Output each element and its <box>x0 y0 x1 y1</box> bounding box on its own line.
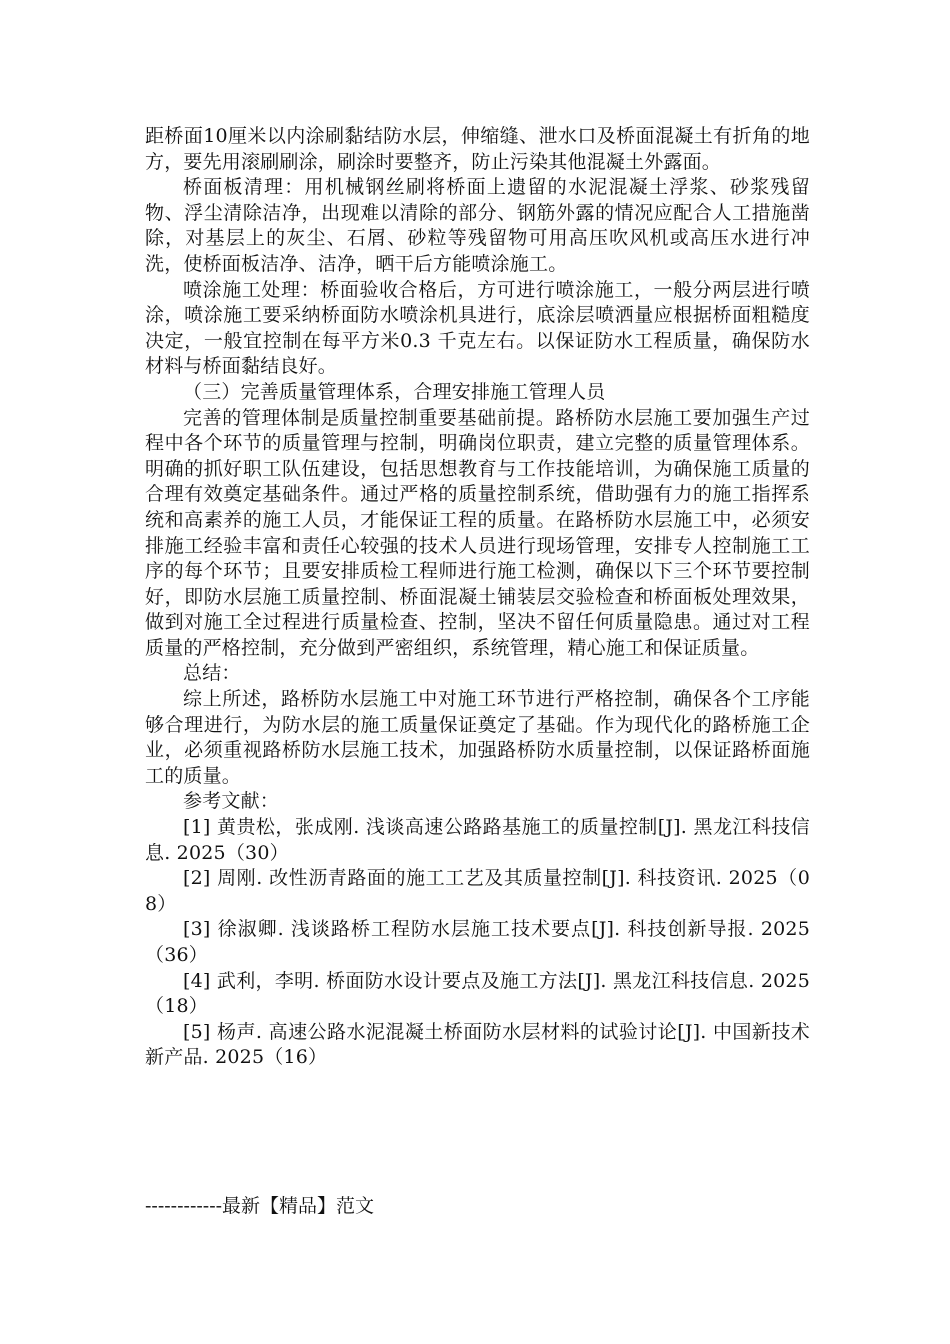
reference-item-2: [2] 周刚. 改性沥青路面的施工工艺及其质量控制[J]. 科技资讯. 2025（08） <box>145 867 810 915</box>
summary-heading: 总结： <box>183 662 241 685</box>
reference-item-5: [5] 杨声. 高速公路水泥混凝土桥面防水层材料的试验讨论[J]. 中国新技术新产品. 2025（16） <box>145 1020 810 1069</box>
document-body <box>145 124 810 1071</box>
reference-item-1: [1] 黄贵松，张成刚. 浅谈高速公路路基施工的质量控制[J]. 黑龙江科技信息. 2025（30） <box>145 816 810 864</box>
page-footer: ------------最新【精品】范文 <box>145 1195 375 1217</box>
reference-item-4: [4] 武利，李明. 桥面防水设计要点及施工方法[J]. 黑龙江科技信息. 2025（18） <box>145 969 810 1018</box>
reference-item-3: [3] 徐淑卿. 浅谈路桥工程防水层施工技术要点[J]. 科技创新导报. 2025（36） <box>145 918 810 966</box>
paragraph-spray-treatment: 喷涂施工处理：桥面验收合格后，方可进行喷涂施工，一般分两层进行喷涂，喷涂施工要采纳桥面防水喷涂机具进行，底涂层喷洒量应根据桥面粗糙度决定，一般宜控制在每平方米0.3 千克左右。以保证防水工程质量，确保防水材料与桥面黏结良好。 <box>145 278 810 378</box>
references-heading: 参考文献： <box>183 790 280 813</box>
paragraph-summary: 综上所述，路桥防水层施工中对施工环节进行严格控制，确保各个工序能够合理进行，为防水层的施工质量保证奠定了基础。作为现代化的路桥施工企业，必须重视路桥防水层施工技术，加强路桥防水质量控制，以保证路桥面施工的质量。 <box>145 688 810 787</box>
paragraph-waterproof-coating: 距桥面10厘米以内涂刷黏结防水层，伸缩缝、泄水口及桥面混凝土有折角的地方，要先用滚刷刷涂，刷涂时要整齐，防止污染其他混凝土外露面。 <box>145 125 810 173</box>
paragraph-management-system: 完善的管理体制是质量控制重要基础前提。路桥防水层施工要加强生产过程中各个环节的质量管理与控制，明确岗位职责，建立完整的质量管理体系。明确的抓好职工队伍建设，包括思想教育与工作技能培训，为确保施工质量的合理有效奠定基础条件。通过严格的质量控制系统，借助强有力的施工指挥系统和高素养的施工人员，才能保证工程的质量。在路桥防水层施工中，必须安排施工经验丰富和责任心较强的技术人员进行现场管理，安排专人控制施工工序的每个环节；且要安排质检工程师进行施工检测，确保以下三个环节要控制好，即防水层施工质量控制、桥面混凝土铺装层交验检查和桥面板处理效果，做到对施工全过程进行质量检查、控制，坚决不留任何质量隐患。通过对工程质量的严格控制，充分做到严密组织，系统管理，精心施工和保证质量。 <box>145 406 810 659</box>
section-heading-quality-management: （三）完善质量管理体系，合理安排施工管理人员 <box>183 380 606 403</box>
paragraph-deck-cleaning: 桥面板清理：用机械钢丝刷将桥面上遗留的水泥混凝土浮浆、砂浆残留物、浮尘清除洁净，出现难以清除的部分、钢筋外露的情况应配合人工措施凿除，对基层上的灰尘、石屑、砂粒等残留物可用高压吹风机或高压水进行冲洗，使桥面板洁净、洁净，晒干后方能喷涂施工。 <box>145 176 810 275</box>
